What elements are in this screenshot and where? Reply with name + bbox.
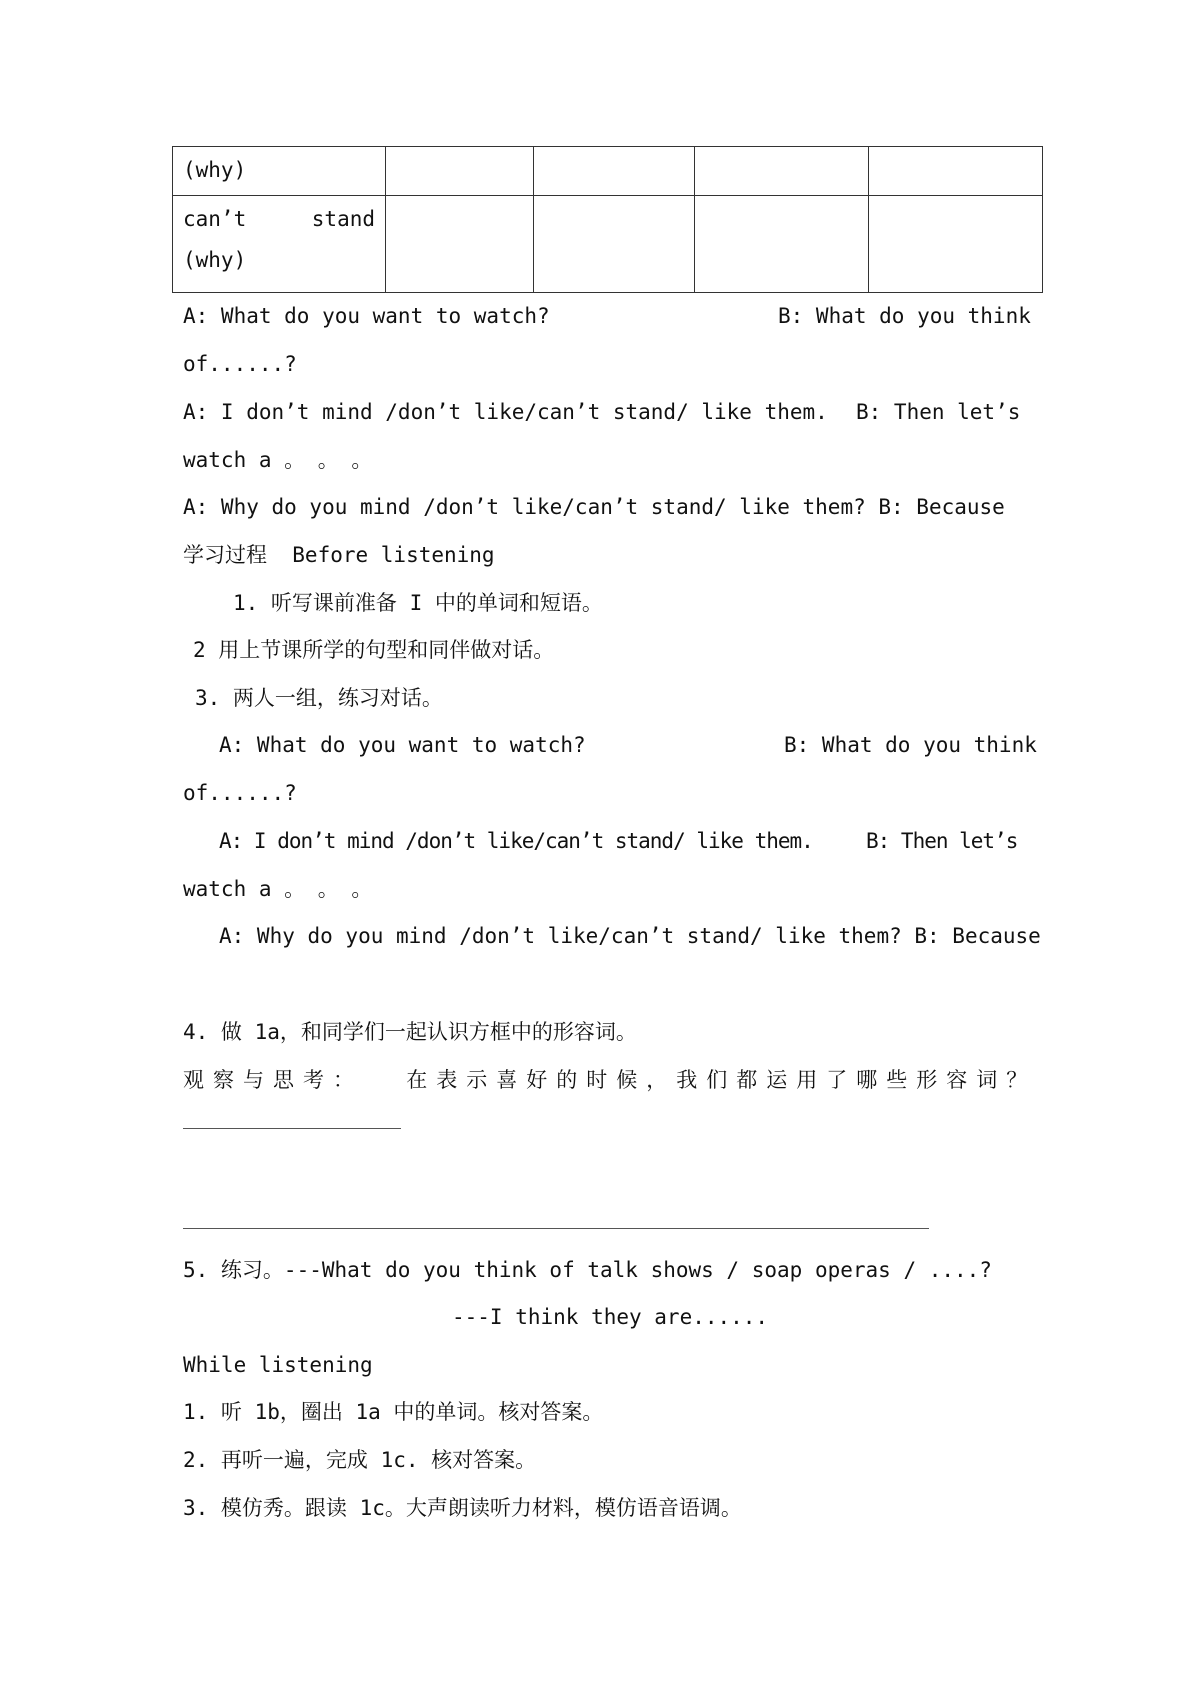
step-item: 4. 做 1a，和同学们一起认识方框中的形容词。: [183, 1020, 637, 1044]
section-title: While listening: [183, 1353, 373, 1377]
dialog-line: A: What do you want to watch?: [183, 304, 550, 328]
step-item: ---I think they are......: [452, 1305, 769, 1329]
observe-question: 观察与思考： 在表示喜好的时候，我们都运用了哪些形容词？: [183, 1068, 1037, 1092]
table-cell: [534, 147, 695, 196]
dialog-line: B: Then let’s: [856, 400, 1021, 424]
step-item: 5. 练习。---What do you think of talk shows / soap operas / ....?: [183, 1258, 992, 1282]
dialog-line: of......?: [183, 352, 297, 376]
cell-text: stand: [311, 207, 375, 231]
dialog-line: A: What do you want to watch?: [219, 733, 586, 757]
table-cell: [386, 147, 534, 196]
cell-text: can’t: [183, 207, 247, 231]
step-item: 3. 两人一组，练习对话。: [195, 686, 443, 710]
table-cell: [695, 147, 869, 196]
preference-table: [172, 146, 1043, 293]
table-cell: [534, 196, 695, 293]
table-cell: (why): [173, 147, 386, 196]
dialog-line: A: Why do you mind /don’t like/can’t stand/ like them? B: Because: [183, 495, 1005, 519]
section-title: 学习过程 Before listening: [183, 543, 495, 567]
dialog-line: A: I don’t mind /don’t like/can’t stand/ like them.: [183, 400, 828, 424]
table-cell: [869, 147, 1043, 196]
dialog-line: B: Then let’s: [866, 829, 1018, 853]
step-item: 1. 听 1b，圈出 1a 中的单词。核对答案。: [183, 1400, 604, 1424]
dialog-line: A: Why do you mind /don’t like/can’t stand/ like them? B: Because: [219, 924, 1041, 948]
step-item: 3. 模仿秀。跟读 1c。大声朗读听力材料，模仿语音语调。: [183, 1496, 742, 1520]
cell-line: [183, 196, 375, 243]
table-cell: [386, 196, 534, 293]
dialog-line: of......?: [183, 781, 297, 805]
dialog-line: B: What do you think: [784, 733, 1037, 757]
step-item: 1. 听写课前准备 I 中的单词和短语。: [233, 591, 603, 615]
table-row: [173, 147, 1043, 196]
step-item: 2. 再听一遍，完成 1c. 核对答案。: [183, 1448, 537, 1472]
step-item: 2 用上节课所学的句型和同伴做对话。: [193, 638, 555, 662]
table-row: [173, 196, 1043, 293]
table-cell: [695, 196, 869, 293]
answer-line: [183, 1128, 401, 1129]
dialog-line: watch a 。 。 。: [183, 877, 373, 901]
table-cell: [869, 196, 1043, 293]
dialog-line: A: I don’t mind /don’t like/can’t stand/ like them.: [219, 829, 813, 853]
dialog-line: watch a 。 。 。: [183, 448, 373, 472]
table-cell: [173, 196, 386, 293]
answer-line: [183, 1228, 929, 1229]
cell-text: (why): [183, 248, 247, 272]
dialog-line: B: What do you think: [778, 304, 1031, 328]
